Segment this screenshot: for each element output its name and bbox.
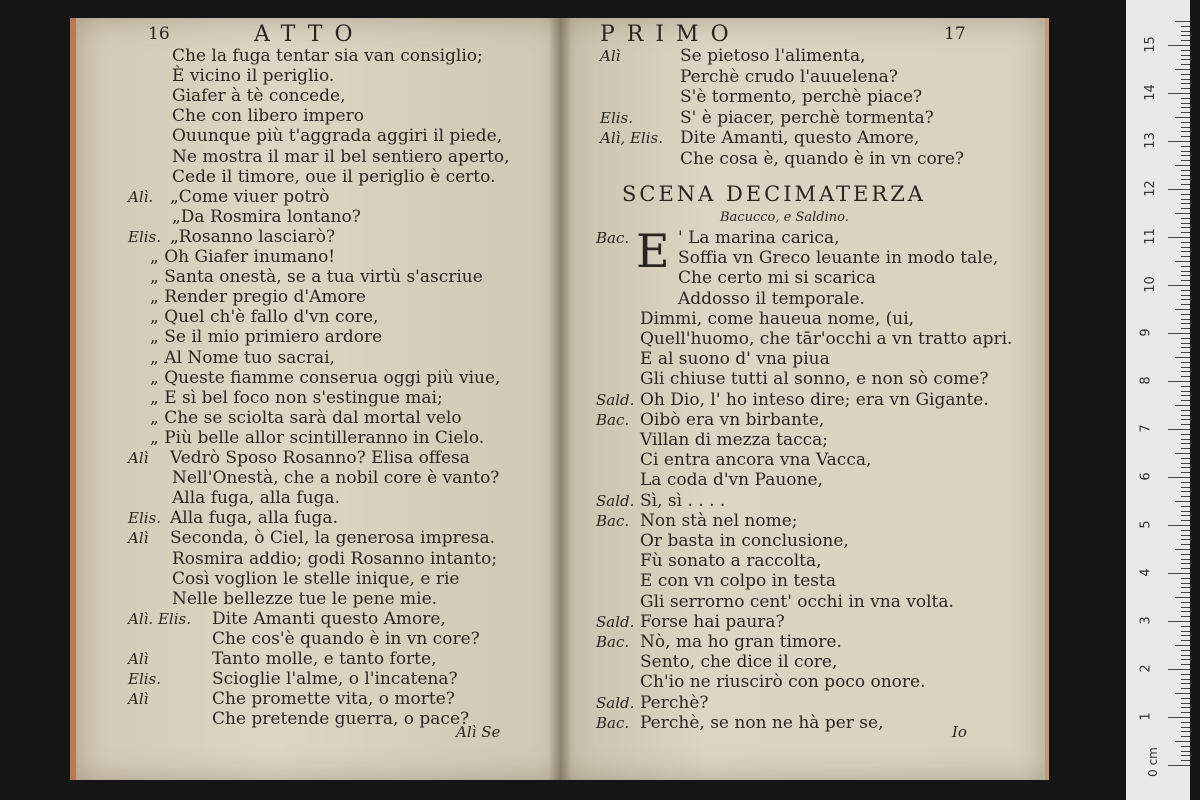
speaker-label: Alì — [600, 47, 621, 65]
ruler-tick — [1181, 343, 1190, 344]
text-line: „ Queste fiamme conserua oggi più viue, — [150, 367, 501, 388]
ruler-tick — [1168, 477, 1190, 478]
ruler-tick — [1175, 69, 1190, 70]
ruler-tick — [1181, 731, 1190, 732]
ruler-tick — [1181, 679, 1190, 680]
ruler-tick — [1181, 299, 1190, 300]
ruler-tick — [1181, 218, 1190, 219]
ruler-tick — [1181, 626, 1190, 627]
ruler-tick — [1181, 112, 1190, 113]
ruler-number: 6 — [1138, 472, 1154, 481]
ruler-tick — [1181, 26, 1190, 27]
text-line: Scioglie l'alme, o l'incatena? — [212, 669, 458, 690]
ruler-tick — [1181, 506, 1190, 507]
ruler-tick — [1181, 146, 1190, 147]
ruler-number: 7 — [1138, 424, 1154, 433]
text-line: Se pietoso l'alimenta, — [680, 46, 866, 66]
right-page-number: 17 — [944, 24, 966, 44]
text-line: Così voglion le stelle inique, e rie — [172, 568, 460, 589]
ruler-tick — [1168, 573, 1190, 574]
text-line: „ E sì bel foco non s'estingue mai; — [150, 387, 443, 408]
ruler-tick — [1181, 59, 1190, 60]
ruler-tick — [1181, 319, 1190, 320]
ruler-number: 8 — [1138, 376, 1154, 385]
ruler-tick — [1181, 290, 1190, 291]
ruler-tick — [1181, 568, 1190, 569]
ruler-tick — [1181, 491, 1190, 492]
right-running-head: PRIMO — [600, 22, 741, 47]
ruler-tick — [1181, 539, 1190, 540]
left-catchword: Alì Se — [456, 723, 501, 741]
ruler-tick — [1181, 602, 1190, 603]
ruler-tick — [1181, 170, 1190, 171]
ruler-number: 12 — [1142, 180, 1158, 197]
ruler-tick — [1181, 535, 1190, 536]
ruler-tick — [1181, 736, 1190, 737]
ruler-tick — [1181, 50, 1190, 51]
ruler-number: 13 — [1142, 132, 1158, 149]
text-line: È vicino il periglio. — [172, 66, 335, 87]
ruler-tick — [1181, 223, 1190, 224]
text-line: Perchè, se non ne hà per se, — [640, 712, 884, 733]
ruler-number: 4 — [1138, 568, 1154, 577]
ruler-tick — [1168, 141, 1190, 142]
text-line: Sento, che dice il core, — [640, 652, 838, 673]
ruler-tick — [1181, 746, 1190, 747]
ruler-tick — [1181, 487, 1190, 488]
text-line: Che cos'è quando è in vn core? — [212, 628, 480, 649]
book-gutter — [548, 18, 572, 780]
ruler-tick — [1175, 405, 1190, 406]
text-line: Che pretende guerra, o pace? — [212, 709, 470, 730]
ruler-tick — [1168, 45, 1190, 46]
ruler-tick — [1181, 419, 1190, 420]
ruler-tick — [1181, 448, 1190, 449]
ruler-tick — [1175, 309, 1190, 310]
speaker-label: Bac. — [596, 410, 630, 429]
text-line: Ch'io ne riuscirò con poco onore. — [640, 672, 926, 693]
ruler-tick — [1181, 751, 1190, 752]
ruler-tick — [1181, 674, 1190, 675]
ruler-tick — [1175, 741, 1190, 742]
ruler-number: 11 — [1142, 228, 1158, 245]
ruler-tick — [1168, 429, 1190, 430]
text-line: Gli chiuse tutti al sonno, e non sò come? — [640, 369, 989, 390]
ruler-tick — [1181, 40, 1190, 41]
speaker-label: Alì. Elis. — [128, 609, 191, 628]
speaker-label: Alì — [128, 529, 149, 548]
right-catchword: Io — [952, 723, 967, 741]
ruler-tick — [1181, 227, 1190, 228]
ruler-tick — [1181, 203, 1190, 204]
ruler-tick — [1181, 179, 1190, 180]
text-line: Che la fuga tentar sia van consiglio; — [172, 46, 483, 66]
ruler-tick — [1181, 443, 1190, 444]
ruler-tick — [1168, 621, 1190, 622]
ruler-tick — [1181, 131, 1190, 132]
speaker-label: Elis. — [600, 108, 634, 127]
text-line: Che cosa è, quando è in vn core? — [680, 148, 965, 169]
ruler-tick — [1181, 155, 1190, 156]
ruler-tick — [1181, 338, 1190, 339]
ruler-tick — [1181, 554, 1190, 555]
speaker-label: Sald. — [596, 491, 635, 510]
ruler-tick — [1181, 88, 1190, 89]
ruler-tick — [1181, 544, 1190, 545]
ruler-tick — [1181, 424, 1190, 425]
ruler-number: 14 — [1142, 84, 1158, 101]
ruler-tick — [1175, 645, 1190, 646]
ruler-tick — [1175, 453, 1190, 454]
ruler-tick — [1181, 376, 1190, 377]
ruler-tick — [1181, 631, 1190, 632]
text-line: „ Quel ch'è fallo d'vn core, — [150, 307, 379, 328]
text-line: „ Se il mio primiero ardore — [150, 327, 383, 348]
speaker-label: Sald. — [596, 612, 635, 631]
ruler-number: 2 — [1138, 664, 1154, 673]
ruler-tick — [1168, 381, 1190, 382]
ruler-number: 9 — [1138, 328, 1154, 337]
ruler-tick — [1181, 434, 1190, 435]
ruler-unit-label: 0 cm — [1145, 747, 1160, 777]
ruler-tick — [1181, 386, 1190, 387]
ruler-tick — [1181, 271, 1190, 272]
speaker-label: Sald. — [596, 390, 635, 409]
text-line: Che promette vita, o morte? — [212, 689, 455, 710]
ruler-tick — [1175, 693, 1190, 694]
ruler-tick — [1181, 703, 1190, 704]
ruler-tick — [1181, 698, 1190, 699]
ruler-tick — [1181, 136, 1190, 137]
ruler-tick — [1175, 549, 1190, 550]
text-line: Seconda, ò Ciel, la generosa impresa. — [170, 528, 496, 549]
speaker-label: Bac. — [596, 511, 630, 530]
text-line: Sì, sì . . . . — [640, 490, 726, 511]
ruler-tick — [1181, 83, 1190, 84]
ruler-tick — [1181, 103, 1190, 104]
text-line: Soffia vn Greco leuante in modo tale, — [678, 248, 999, 269]
ruler-number: 10 — [1142, 276, 1158, 293]
ruler-tick — [1181, 688, 1190, 689]
left-page-number: 16 — [148, 24, 170, 44]
text-line: Giafer à tè concede, — [172, 86, 346, 107]
ruler-tick — [1181, 511, 1190, 512]
ruler-tick — [1181, 232, 1190, 233]
ruler-tick — [1181, 607, 1190, 608]
text-line: Oibò era vn birbante, — [640, 409, 825, 430]
text-line: Villan di mezza tacca; — [640, 430, 829, 450]
ruler-tick — [1181, 314, 1190, 315]
ruler-tick — [1181, 208, 1190, 209]
ruler-tick — [1181, 98, 1190, 99]
text-line: Nò, ma ho gran timore. — [640, 632, 842, 652]
ruler-tick — [1181, 122, 1190, 123]
ruler-tick — [1181, 184, 1190, 185]
ruler-tick — [1181, 583, 1190, 584]
ruler-tick — [1168, 93, 1190, 94]
scene-title: SCENA DECIMATERZA — [622, 182, 926, 206]
ruler-tick — [1181, 458, 1190, 459]
ruler-number: 15 — [1142, 36, 1158, 53]
ruler-tick — [1181, 391, 1190, 392]
ruler-tick — [1181, 362, 1190, 363]
ruler-tick — [1181, 712, 1190, 713]
text-line: Quell'huomo, che tār'occhi a vn tratto apri. — [640, 329, 1013, 349]
ruler-tick — [1175, 165, 1190, 166]
text-line: Dite Amanti, questo Amore, — [680, 128, 920, 148]
text-line: Ne mostra il mar il bel sentiero aperto, — [172, 146, 510, 167]
speaker-label: Alì — [128, 650, 149, 668]
right-page — [560, 18, 1049, 780]
ruler-tick — [1175, 261, 1190, 262]
ruler-tick — [1181, 640, 1190, 641]
ruler-tick — [1181, 578, 1190, 579]
text-line: E al suono d' vna piua — [640, 349, 830, 370]
ruler-tick — [1181, 520, 1190, 521]
text-line: Fù sonato a raccolta, — [640, 551, 822, 572]
text-line: Addosso il temporale. — [678, 288, 865, 309]
ruler-tick — [1181, 160, 1190, 161]
ruler-tick — [1168, 189, 1190, 190]
ruler-tick — [1168, 237, 1190, 238]
drop-cap: E — [636, 224, 670, 278]
text-line: Non stà nel nome; — [640, 510, 798, 531]
text-line: Tanto molle, e tanto forte, — [212, 649, 437, 669]
ruler-number: 3 — [1138, 616, 1154, 625]
speaker-label: Elis. — [128, 670, 162, 689]
ruler-tick — [1168, 285, 1190, 286]
ruler-tick — [1181, 256, 1190, 257]
ruler-tick — [1181, 707, 1190, 708]
text-line: „ Che se sciolta sarà dal mortal velo — [150, 407, 462, 428]
text-line: Gli serrorno cent' occhi in vna volta. — [640, 591, 954, 612]
ruler-tick — [1181, 482, 1190, 483]
text-line: Dite Amanti questo Amore, — [212, 608, 446, 629]
left-running-head: ATTO — [254, 22, 365, 47]
text-line: Che con libero impero — [172, 106, 364, 127]
text-line: Forse hai paura? — [640, 611, 785, 632]
text-line: „Come viuer potrò — [170, 186, 330, 207]
ruler-tick — [1181, 304, 1190, 305]
ruler-tick — [1181, 295, 1190, 296]
text-line: Perchè? — [640, 692, 709, 713]
text-line: Rosmira addio; godi Rosanno intanto; — [172, 548, 498, 569]
text-line: E con vn colpo in testa — [640, 571, 836, 592]
ruler-tick — [1175, 597, 1190, 598]
text-line: Alla fuga, alla fuga. — [170, 508, 338, 529]
ruler-tick — [1181, 664, 1190, 665]
speaker-label: Bac. — [596, 633, 630, 651]
ruler-tick — [1181, 275, 1190, 276]
text-line: „ Santa onestà, se a tua virtù s'ascriue — [150, 267, 483, 288]
ruler-tick — [1181, 683, 1190, 684]
speaker-label: Alì, Elis. — [600, 129, 663, 147]
scene-characters: Bacucco, e Saldino. — [720, 210, 849, 225]
ruler-tick — [1181, 559, 1190, 560]
text-line: Dimmi, come haueua nome, (ui, — [640, 308, 915, 329]
speaker-label: Elis. — [128, 227, 162, 246]
left-page — [70, 18, 566, 780]
text-line: La coda d'vn Pauone, — [640, 470, 823, 491]
ruler-tick — [1181, 79, 1190, 80]
ruler-tick — [1181, 371, 1190, 372]
speaker-label: Elis. — [128, 509, 162, 528]
ruler-tick — [1168, 525, 1190, 526]
text-line: „ Render pregio d'Amore — [150, 287, 366, 308]
ruler-tick — [1181, 194, 1190, 195]
ruler-tick — [1181, 347, 1190, 348]
text-line: Cede il timore, oue il periglio è certo. — [172, 166, 496, 187]
text-line: Nell'Onestà, che a nobil core è vanto? — [172, 468, 500, 489]
text-line: „ Al Nome tuo sacrai, — [150, 347, 335, 368]
text-line: ' La marina carica, — [678, 228, 840, 248]
ruler-tick — [1181, 55, 1190, 56]
ruler-tick — [1181, 616, 1190, 617]
text-line: Vedrò Sposo Rosanno? Elisa offesa — [170, 448, 470, 468]
ruler-tick — [1175, 213, 1190, 214]
speaker-label: Alì — [128, 690, 149, 709]
ruler-tick — [1181, 659, 1190, 660]
ruler-tick — [1181, 251, 1190, 252]
text-line: Perchè crudo l'auuelena? — [680, 66, 898, 87]
open-book — [70, 18, 1045, 780]
ruler-tick — [1181, 760, 1190, 761]
ruler-tick — [1181, 127, 1190, 128]
text-line: Ouunque più t'aggrada aggiri il piede, — [172, 126, 503, 147]
text-line: „Rosanno lasciarò? — [170, 226, 336, 247]
ruler-tick — [1181, 592, 1190, 593]
speaker-label: Bac. — [596, 229, 630, 247]
ruler-tick — [1181, 107, 1190, 108]
ruler-number: 1 — [1138, 712, 1154, 721]
ruler-tick — [1181, 515, 1190, 516]
measuring-ruler — [1126, 0, 1190, 800]
ruler-tick — [1181, 323, 1190, 324]
text-line: „ Oh Giafer inumano! — [150, 247, 336, 267]
ruler-tick — [1168, 765, 1190, 766]
ruler-tick — [1181, 472, 1190, 473]
ruler-tick — [1181, 722, 1190, 723]
ruler-tick — [1168, 669, 1190, 670]
ruler-tick — [1175, 117, 1190, 118]
ruler-tick — [1181, 328, 1190, 329]
ruler-tick — [1181, 395, 1190, 396]
ruler-tick — [1181, 410, 1190, 411]
text-line: S'è tormento, perchè piace? — [680, 87, 923, 107]
ruler-tick — [1181, 563, 1190, 564]
speaker-label: Alì — [128, 449, 149, 467]
ruler-tick — [1181, 530, 1190, 531]
ruler-tick — [1181, 352, 1190, 353]
ruler-tick — [1181, 467, 1190, 468]
text-line: Oh Dio, l' ho inteso dire; era vn Gigante. — [640, 389, 989, 410]
text-line: Or basta in conclusione, — [640, 531, 849, 551]
speaker-label: Bac. — [596, 713, 630, 732]
text-line: S' è piacer, perchè tormenta? — [680, 107, 934, 128]
ruler-tick — [1181, 74, 1190, 75]
ruler-tick — [1181, 415, 1190, 416]
ruler-tick — [1181, 439, 1190, 440]
ruler-tick — [1181, 587, 1190, 588]
ruler-tick — [1181, 611, 1190, 612]
ruler-tick — [1181, 64, 1190, 65]
ruler-tick — [1181, 650, 1190, 651]
ruler-tick — [1168, 717, 1190, 718]
ruler-number: 5 — [1138, 520, 1154, 529]
ruler-tick — [1181, 755, 1190, 756]
ruler-tick — [1181, 35, 1190, 36]
ruler-tick — [1181, 266, 1190, 267]
speaker-label: Sald. — [596, 693, 635, 712]
ruler-tick — [1181, 242, 1190, 243]
ruler-tick — [1181, 175, 1190, 176]
ruler-tick — [1181, 31, 1190, 32]
text-line: Che certo mi si scarica — [678, 268, 876, 289]
ruler-tick — [1168, 333, 1190, 334]
ruler-tick — [1175, 357, 1190, 358]
text-line: Ci entra ancora vna Vacca, — [640, 450, 872, 471]
ruler-tick — [1181, 151, 1190, 152]
ruler-tick — [1181, 199, 1190, 200]
ruler-tick — [1181, 280, 1190, 281]
ruler-tick — [1181, 496, 1190, 497]
ruler-tick — [1181, 400, 1190, 401]
text-line: „ Più belle allor scintilleranno in Cielo. — [150, 427, 485, 448]
speaker-label: Alì. — [128, 187, 154, 206]
ruler-tick — [1181, 247, 1190, 248]
ruler-tick — [1181, 655, 1190, 656]
ruler-tick — [1181, 367, 1190, 368]
text-line: „Da Rosmira lontano? — [172, 206, 361, 227]
ruler-tick — [1175, 21, 1190, 22]
text-line: Alla fuga, alla fuga. — [172, 488, 340, 509]
ruler-tick — [1181, 727, 1190, 728]
ruler-tick — [1181, 635, 1190, 636]
ruler-tick — [1181, 463, 1190, 464]
text-line: Nelle bellezze tue le pene mie. — [172, 588, 438, 609]
ruler-tick — [1175, 501, 1190, 502]
